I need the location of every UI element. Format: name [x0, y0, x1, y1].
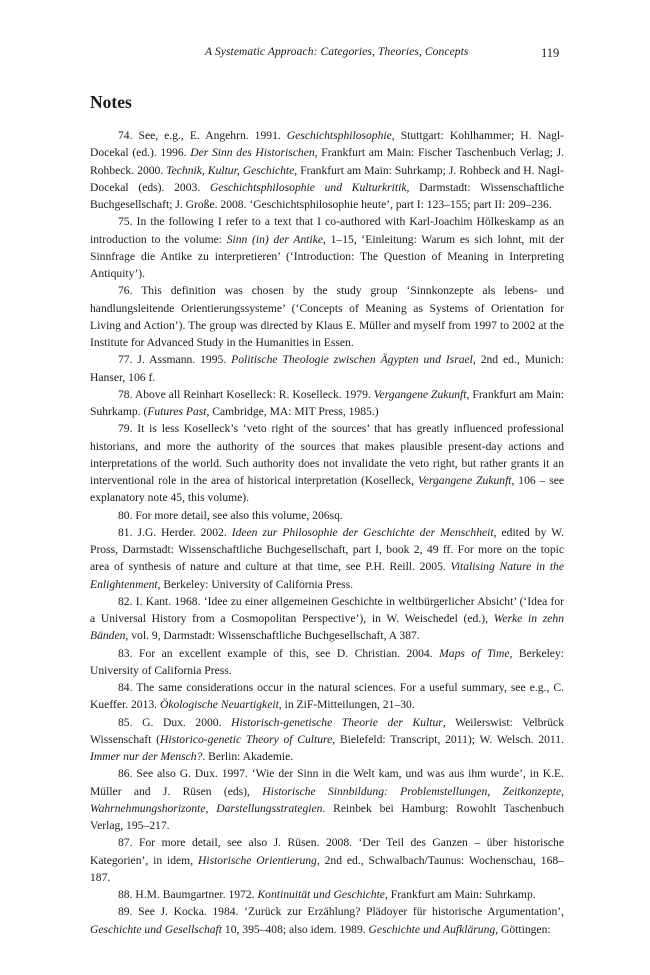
endnotes-list: [90, 127, 564, 938]
endnote: [90, 420, 564, 506]
italic-title: Vergangene Zukunft: [373, 387, 467, 401]
italic-title: Ökologische Neuartigkeit: [159, 698, 279, 712]
endnote: [90, 834, 564, 886]
note-text: , 2nd ed., Schwalbach/Taunus: Wochenschau, 168–187.: [90, 853, 564, 884]
italic-title: Kontinuität und Geschichte: [257, 888, 385, 901]
note-text: 76. This definition was chosen by the study group ‘Sinnkonzepte als lebens- und handlungsleitende Orientierungssysteme’ (‘Concepts of Meaning as Systems of Orientation for Living and Action’). The group was directed by Klaus E. Müller and myself from 1997 to 2002 at the Institute for Advanced Study in the Humanities in Essen.: [90, 284, 564, 349]
note-text: , in ZiF-Mitteilungen, 21–30.: [278, 698, 415, 712]
note-text: , Weilerswist: Velbrück Wissenschaft (: [90, 715, 565, 746]
italic-title: Maps of Time: [439, 646, 510, 660]
italic-title: Historico-genetic Theory of Culture: [159, 732, 333, 746]
running-title: A Systematic Approach: Categories, Theories, Concepts: [205, 46, 469, 58]
italic-title: Historische Orientierung: [197, 853, 317, 867]
note-text: 77. J. Assmann. 1995.: [118, 353, 232, 367]
endnote: [90, 714, 564, 766]
note-text: , Berkeley: University of California Press.: [90, 646, 564, 677]
endnote: [90, 507, 564, 524]
italic-title: Politische Theologie zwischen Ägypten und Israel: [231, 353, 473, 367]
note-text: 10, 395–408; also idem. 1989.: [222, 922, 369, 936]
endnote: [90, 213, 564, 282]
note-text: 80. For more detail, see also this volume, 206sq.: [118, 508, 343, 522]
note-text: 83. For an excellent example of this, see D. Christian. 2004.: [118, 646, 440, 660]
endnote: [90, 903, 564, 938]
note-text: 87. For more detail, see also J. Rüsen. 2008. ‘Der Teil des Ganzen – über historische Kategorien’, in idem,: [90, 836, 564, 867]
note-text: 84. The same considerations occur in the natural sciences. For a useful summary, see e.g., C. Kueffer. 2013.: [90, 681, 564, 712]
note-text: , vol. 9, Darmstadt: Wissenschaftliche Buchgesellschaft, A 387.: [125, 629, 420, 643]
italic-title: Der Sinn des Historischen: [190, 146, 315, 160]
italic-title: Historisch-genetische Theorie der Kultur: [231, 715, 443, 729]
endnote: [90, 524, 564, 593]
note-text: 88. H.M. Baumgartner. 1972.: [118, 888, 258, 901]
note-text: , 2nd ed., Munich: Hanser, 106 f.: [90, 353, 565, 384]
note-text: , Göttingen:: [495, 922, 551, 936]
note-text: , Frankfurt am Main: Suhrkamp.: [384, 888, 536, 901]
note-text: , Frankfurt am Main: Suhrkamp; J. Rohbeck and H. Nagl-Docekal (eds). 2003.: [90, 163, 564, 194]
endnote: [90, 282, 564, 351]
italic-title: Geschichtsphilosophie und Kulturkritik: [209, 180, 407, 194]
note-text: , Darmstadt: Wissenschaftliche Buchgesellschaft; J. Große. 2008. ‘Geschichtsphilosophie heute’, part I: 123–155; part II: 209–236.: [90, 180, 564, 211]
note-text: , 106 – see explanatory note 45, this volume).: [90, 474, 564, 505]
note-text: . Berlin: Akademie.: [202, 750, 294, 763]
note-text: 81. J.G. Herder. 2002.: [118, 525, 232, 539]
page-number: 119: [541, 46, 560, 60]
note-text: , Berkeley: University of California Press.: [157, 577, 354, 591]
note-text: , Frankfurt am Main: Suhrkamp. (: [90, 387, 565, 418]
italic-title: Werke in zehn Bänden: [90, 612, 564, 643]
italic-title: Vitalising Nature in the Enlightenment: [90, 560, 564, 591]
italic-title: Historische Sinnbildung: Problemstellungen, Zeitkonzepte, Wahrnehmungshorizonte, Darstellungsstrategien: [90, 784, 564, 815]
italic-title: Sinn (in) der Antike: [226, 232, 324, 246]
endnote: [90, 645, 564, 680]
italic-title: Geschichte und Aufklärung: [368, 922, 496, 936]
section-title: Notes: [90, 92, 132, 112]
italic-title: Vergangene Zukunft: [417, 474, 512, 487]
endnote: [90, 765, 564, 834]
note-text: , 1–15, ‘Einleitung: Warum es sich lohnt, mit der Sinnfrage die Antike zu interpretieren’ (‘Introduction: The Question of Meaning in Interpreting Antiquity’).: [90, 232, 565, 280]
endnote: [90, 386, 564, 421]
endnote: [90, 127, 564, 213]
endnote: [90, 351, 564, 386]
note-text: . Reinbek bei Hamburg: Rowohlt Taschenbuch Verlag, 195–217.: [90, 801, 564, 832]
italic-title: Immer nur der Mensch?: [90, 750, 203, 763]
note-text: 85. G. Dux. 2000.: [118, 715, 232, 729]
note-text: , Frankfurt am Main: Fischer Taschenbuch Verlag; J. Rohbeck. 2000.: [90, 146, 564, 177]
note-text: , Stuttgart: Kohlhammer; H. Nagl-Docekal (ed.). 1996.: [90, 129, 564, 160]
note-text: , Cambridge, MA: MIT Press, 1985.): [206, 405, 379, 418]
italic-title: Futures Past: [147, 405, 207, 418]
note-text: 74. See, e.g., E. Angehrn. 1991.: [118, 129, 287, 142]
italic-title: Geschichte und Gesellschaft: [90, 922, 223, 936]
note-text: 75. In the following I refer to a text that I co-authored with Karl-Joachim Hölkeskamp as an introduction to the volume:: [90, 215, 564, 246]
note-text: 82. I. Kant. 1968. ‘Idee zu einer allgemeinen Geschichte in weltbürgerlicher Absicht’ (‘Idea for a Universal History from a Cosmopolitan Perspective’), in W. Weischedel (ed.),: [90, 594, 564, 625]
note-text: , Bielefeld: Transcript, 2011); W. Welsch. 2011.: [332, 732, 564, 746]
note-text: 79. It is less Koselleck’s ‘veto right of the sources’ that has greatly influenced professional historians, and more the authority of the sources that makes plausible present-day actions and interpretations of the world. Such authority does not invalidate the veto right, but rather grants it an interventional role in the area of historical interpretation (Koselleck,: [90, 422, 564, 487]
italic-title: Ideen zur Philosophie der Geschichte der Menschheit: [231, 525, 494, 539]
italic-title: Geschichtsphilosophie: [286, 129, 392, 142]
note-text: 89. See J. Kocka. 1984. ‘Zurück zur Erzählung? Plädoyer für historische Argumentation’,: [118, 905, 564, 919]
note-text: 86. See also G. Dux. 1997. ‘Wie der Sinn in die Welt kam, und was aus ihm wurde’, in K.E. Müller and J. Rüsen (eds),: [90, 767, 564, 798]
endnote: [90, 679, 564, 714]
italic-title: Technik, Kultur, Geschichte: [166, 163, 295, 177]
note-text: 78. Above all Reinhart Koselleck: R. Koselleck. 1979.: [118, 387, 374, 401]
note-text: , edited by W. Pross, Darmstadt: Wissenschaftliche Buchgesellschaft, part I, book 2, 49 ff. For more on the topic area of synthesis of nature and culture at that time, see P.H. Reill. 2005.: [90, 525, 565, 574]
endnote: [90, 886, 564, 903]
endnote: [90, 593, 564, 645]
